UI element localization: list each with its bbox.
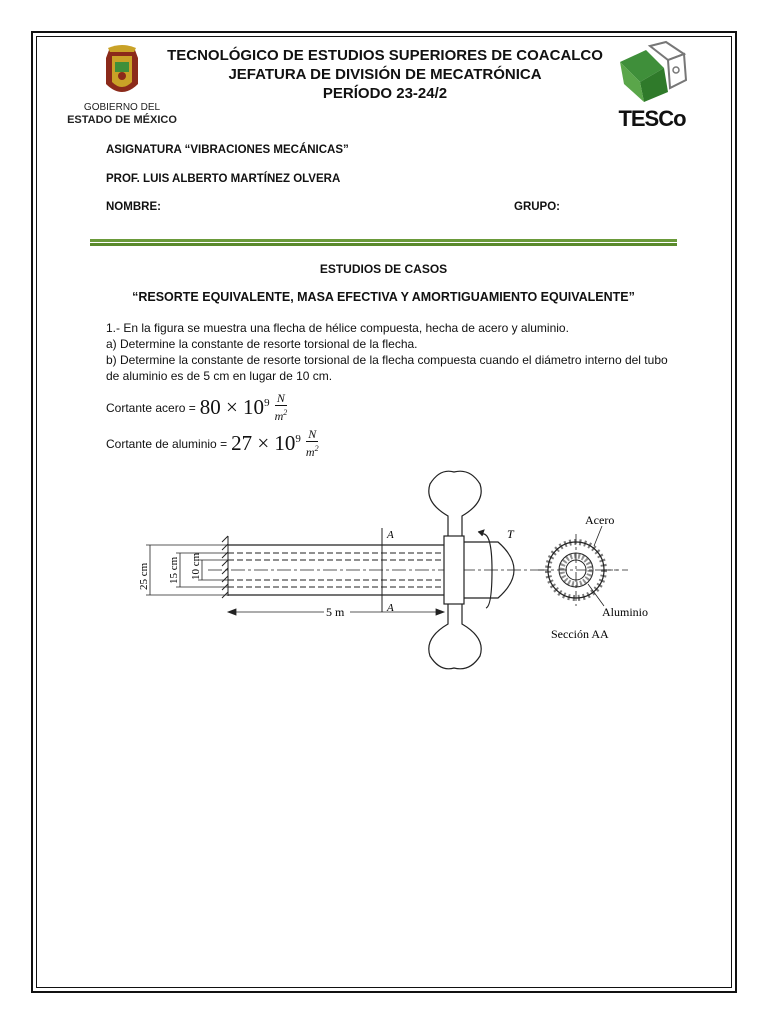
aluminum-label: Aluminio [602,605,649,619]
cross-section [538,526,618,606]
unit-numerator: N [308,427,317,441]
unit-denominator: m [305,445,315,459]
problem-statement [106,320,676,384]
length-label: 5 m [326,605,345,619]
section-mark-top: A [387,529,394,541]
header-line-2: JEFATURA DE DIVISIÓN DE MECATRÓNICA [228,66,542,83]
unit-denominator: m [274,409,284,423]
aluminio-exp: 9 [295,433,301,445]
acero-exp: 9 [264,397,270,409]
dim-15cm: 15 cm [168,556,180,584]
gobierno-text [62,102,182,127]
hub [444,536,464,604]
acero-coef: 80 × 10 [199,395,265,419]
unit-denominator-exp: 2 [314,444,319,453]
shaft-diagram [128,466,668,680]
gob-line2: ESTADO DE MÉXICO [67,114,177,126]
institution-header [150,46,620,103]
steel-label: Acero [585,513,615,527]
nombre-label: NOMBRE: [106,201,161,213]
tesco-emblem-icon [606,40,698,106]
header-line-3: PERÍODO 23-24/2 [322,85,448,102]
problem-intro: 1.- En la figura se muestra una flecha de hélice compuesta, hecha de acero y aluminio. [106,321,569,335]
unit-numerator: N [276,391,285,405]
problem-part-b: b) Determine la constante de resorte torsional de la flecha compuesta cuando el diámetro interno del tubo de aluminio es de 5 cm en lugar de 10 cm. [106,353,668,383]
section-mark-bottom: A [387,602,394,614]
formula-aluminio [106,428,319,459]
acero-label: Cortante acero = [106,400,196,415]
tesco-wordmark: TESCo [618,106,686,131]
header-line-1: TECNOLÓGICO DE ESTUDIOS SUPERIORES DE COACALCO [167,47,603,64]
profesor-line: PROF. LUIS ALBERTO MARTÍNEZ OLVERA [106,173,341,185]
gob-line1: GOBIERNO DEL [83,102,161,113]
grupo-label: GRUPO: [514,201,560,213]
aluminio-label: Cortante de aluminio = [106,436,228,451]
torque-label: T [507,527,514,541]
formula-acero [106,392,287,423]
dim-25cm: 25 cm [138,562,150,590]
aluminio-coef: 27 × 10 [231,431,296,455]
section-subtitle: “RESORTE EQUIVALENTE, MASA EFECTIVA Y AMORTIGUAMIENTO EQUIVALENTE” [132,290,635,304]
acero-unit [275,392,288,423]
tesco-logo [606,40,698,135]
unit-denominator-exp: 2 [283,408,288,417]
aluminio-unit [306,428,319,459]
problem-part-a: a) Determine la constante de resorte torsional de la flecha. [106,337,418,351]
section-title: ESTUDIOS DE CASOS [319,262,448,276]
header-divider [90,239,677,246]
dim-10cm: 10 cm [190,552,202,580]
asignatura-line: ASIGNATURA “VIBRACIONES MECÁNICAS” [106,144,349,156]
section-aa-label: Sección AA [551,627,609,641]
